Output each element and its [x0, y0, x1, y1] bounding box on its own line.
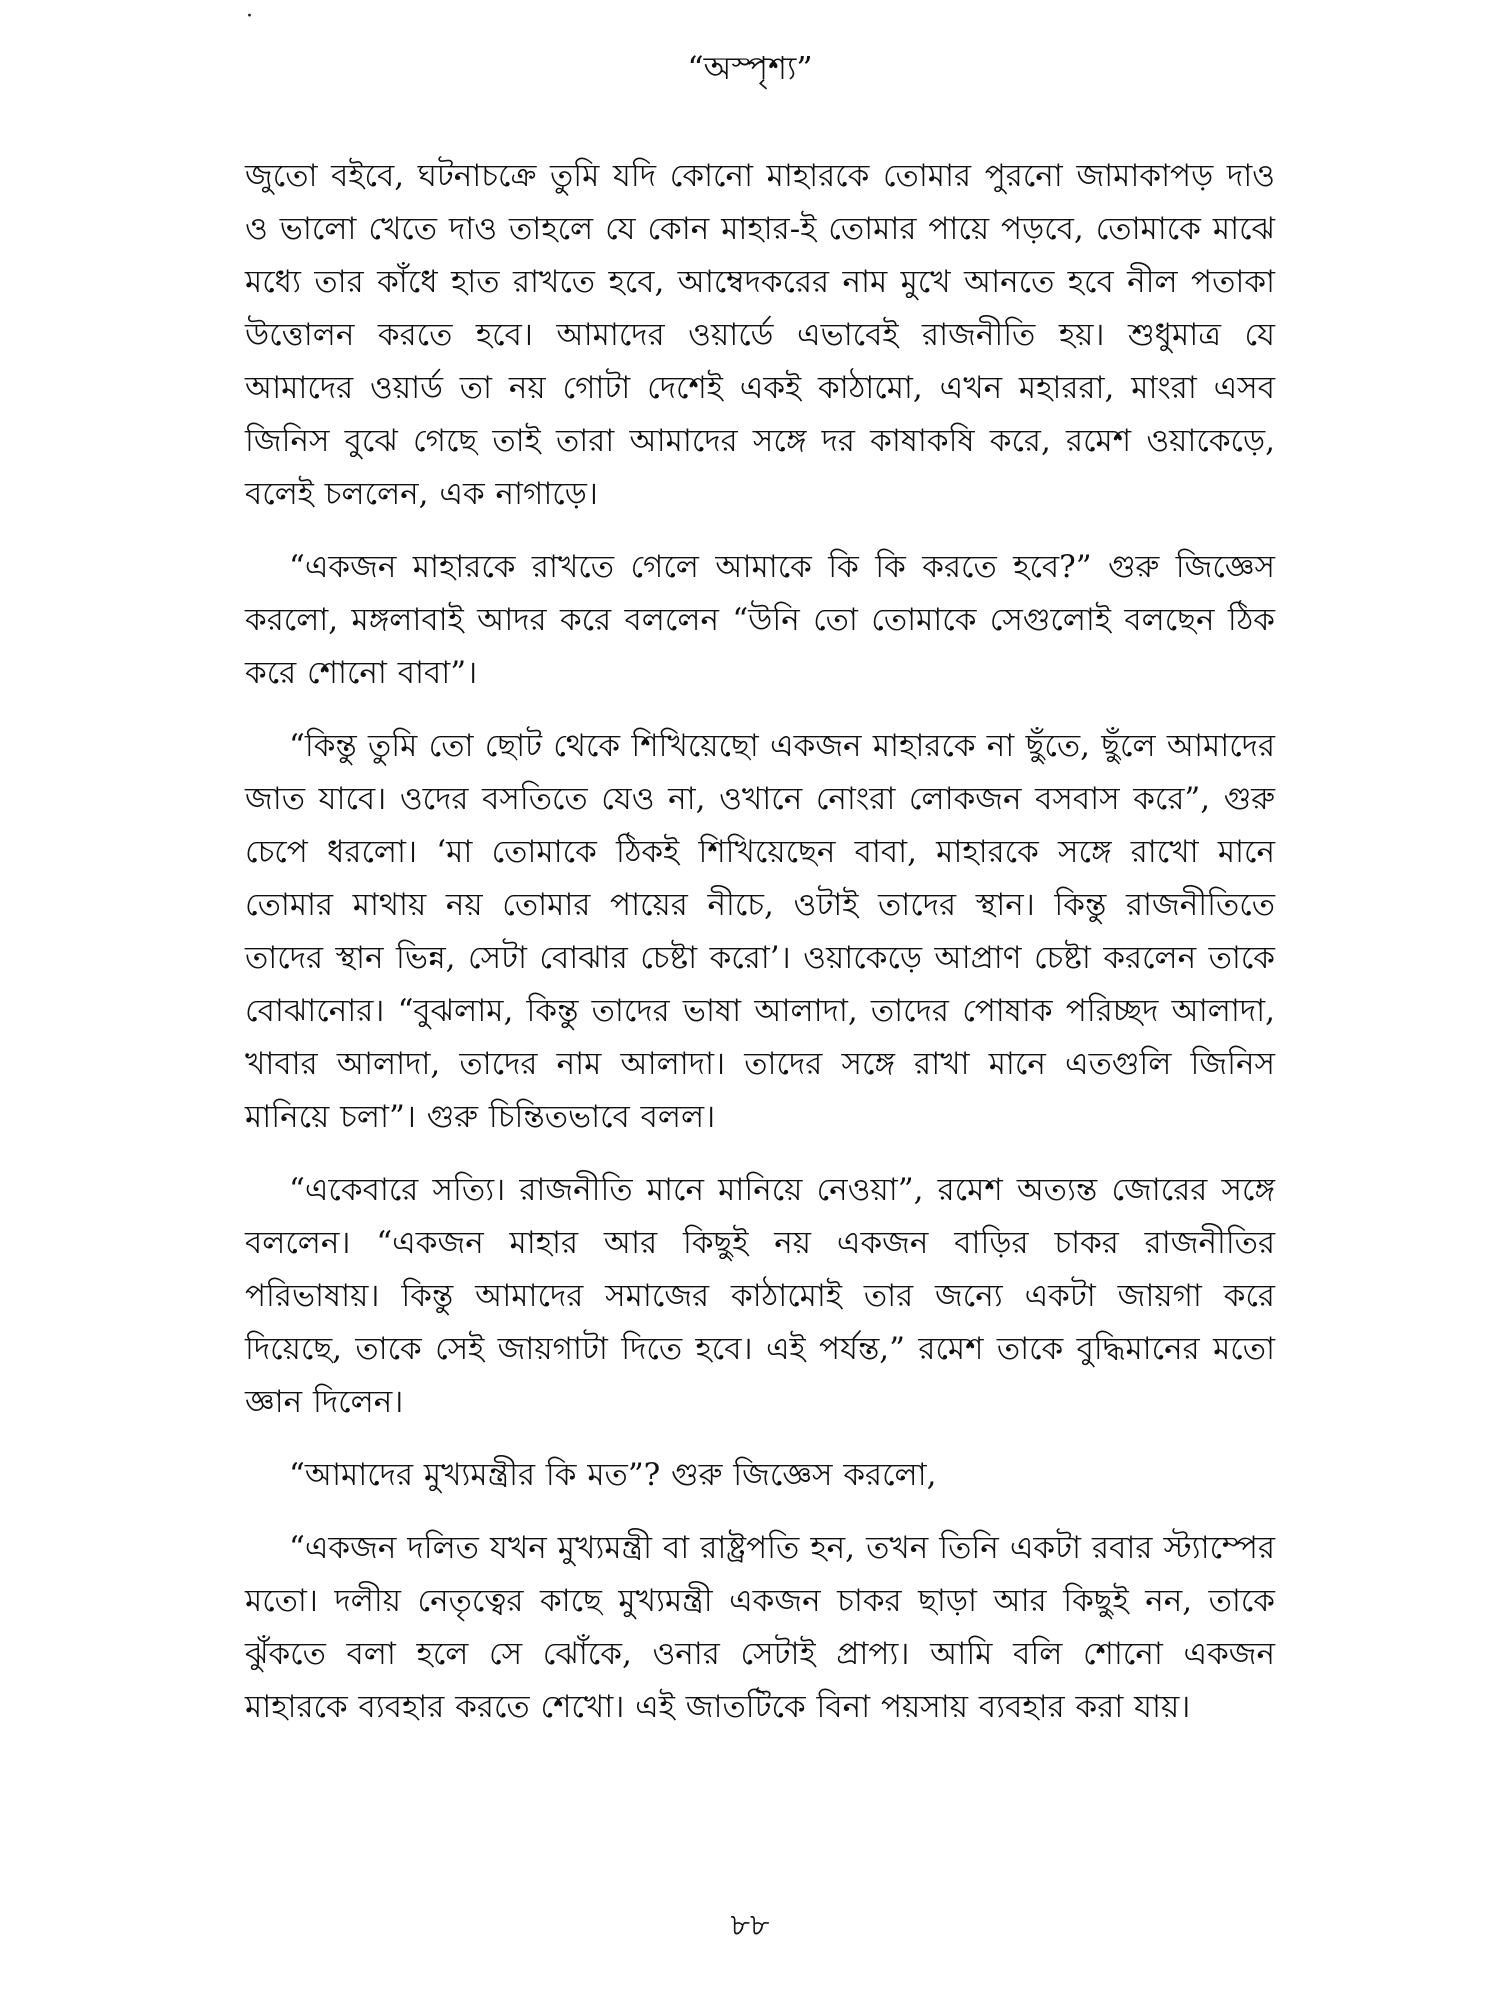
page-body [245, 150, 1275, 1754]
paragraph-6: “একজন দলিত যখন মুখ্যমন্ত্রী বা রাষ্ট্রপতি হন, তখন তিনি একটা রবার স্ট্যাম্পের মতো। দলীয় নেতৃত্বের কাছে মুখ্যমন্ত্রী একজন চাকর ছাড়া আর কিছুই নন, তাকে ঝুঁকতে বলা হলে সে ঝোঁকে, ওনার সেটাই প্রাপ্য। আমি বলি শোনো একজন মাহারকে ব্যবহার করতে শেখো। এই জাতটিকে বিনা পয়সায় ব্যবহার করা যায়। [245, 1530, 1275, 1725]
paragraph-1: জুতো বইবে, ঘটনাচক্রে তুমি যদি কোনো মাহারকে তোমার পুরনো জামাকাপড় দাও ও ভালো খেতে দাও তাহলে যে কোন মাহার-ই তোমার পায়ে পড়বে, তোমাকে মাঝে মধ্যে তার কাঁধে হাত রাখতে হবে, আম্বেদকরের নাম মুখে আনতে হবে নীল পতাকা উত্তোলন করতে হবে। আমাদের ওয়ার্ডে এভাবেই রাজনীতি হয়। শুধুমাত্র যে আমাদের ওয়ার্ড তা নয় গোটা দেশেই একই কাঠামো, এখন মহাররা, মাংরা এসব জিনিস বুঝে গেছে তাই তারা আমাদের সঙ্গে দর কাষাকষি করে, রমেশ ওয়াকেড়ে, বলেই চললেন, এক নাগাড়ে। [245, 158, 1275, 512]
paragraph-5: “আমাদের মুখ্যমন্ত্রীর কি মত”? গুরু জিজ্ঞেস করলো, [289, 1457, 937, 1493]
page-number: ৮৮ [730, 1908, 770, 1943]
paragraph-3: “কিন্তু তুমি তো ছোট থেকে শিখিয়েছো একজন মাহারকে না ছুঁতে, ছুঁলে আমাদের জাত যাবে। ওদের বসতিতে যেও না, ওখানে নোংরা লোকজন বসবাস করে”, গুরু চেপে ধরলো। ‘মা তোমাকে ঠিকই শিখিয়েছেন বাবা, মাহারকে সঙ্গে রাখো মানে তোমার মাথায় নয় তোমার পায়ের নীচে, ওটাই তাদের স্থান। কিন্তু রাজনীতিতে তাদের স্থান ভিন্ন, সেটা বোঝার চেষ্টা করো’। ওয়াকেড়ে আপ্রাণ চেষ্টা করলেন তাকে বোঝানোর। “বুঝলাম, কিন্তু তাদের ভাষা আলাদা, তাদের পোষাক পরিচ্ছদ আলাদা, খাবার আলাদা, তাদের নাম আলাদা। তাদের সঙ্গে রাখা মানে এতগুলি জিনিস মানিয়ে চলা”। গুরু চিন্তিতভাবে বলল। [245, 728, 1275, 1135]
running-header: “অস্পৃশ্য” [687, 49, 813, 87]
paragraph-2: “একজন মাহারকে রাখতে গেলে আমাকে কি কি করতে হবে?” গুরু জিজ্ঞেস করলো, মঙ্গলাবাই আদর করে বললেন “উনি তো তোমাকে সেগুলোই বলছেন ঠিক করে শোনো বাবা”। [245, 549, 1275, 691]
paragraph-4: “একেবারে সত্যি। রাজনীতি মানে মানিয়ে নেওয়া”, রমেশ অত্যন্ত জোরের সঙ্গে বললেন। “একজন মাহার আর কিছুই নয় একজন বাড়ির চাকর রাজনীতির পরিভাষায়। কিন্তু আমাদের সমাজের কাঠামোই তার জন্যে একটা জায়গা করে দিয়েছে, তাকে সেই জায়গাটা দিতে হবে। এই পর্যন্ত,” রমেশ তাকে বুদ্ধিমানের মতো জ্ঞান দিলেন। [245, 1172, 1275, 1420]
corner-mark: · [246, 4, 253, 29]
